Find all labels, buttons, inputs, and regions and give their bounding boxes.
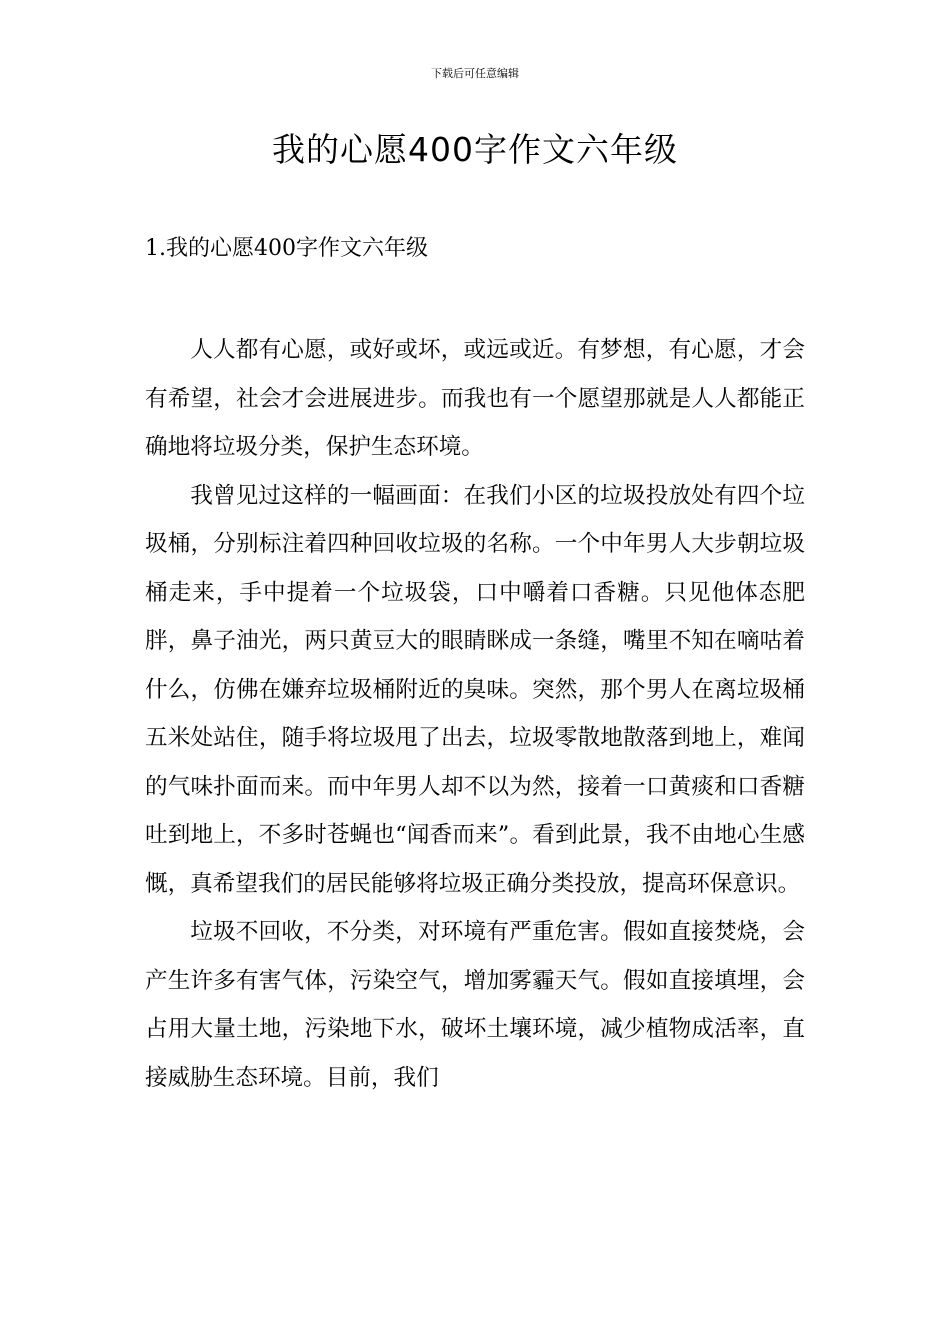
header-note: 下载后可任意编辑 bbox=[431, 67, 519, 80]
body-text bbox=[145, 326, 805, 1102]
document-title: 我的心愿400字作文六年级 bbox=[272, 130, 678, 169]
paragraph: 垃圾不回收，不分类，对环境有严重危害。假如直接焚烧，会产生许多有害气体，污染空气，增加雾霾天气。假如直接填埋，会占用大量土地，污染地下水，破坏土壤环境，减少植物成活率，直接威胁生态环境。目前，我们 bbox=[145, 919, 805, 1091]
paragraph: 人人都有心愿，或好或坏，或远或近。有梦想，有心愿，才会有希望，社会才会进展进步。而我也有一个愿望那就是人人都能正确地将垃圾分类，保护生态环境。 bbox=[145, 337, 805, 460]
section-heading: 1.我的心愿400字作文六年级 bbox=[145, 236, 428, 261]
paragraph: 我曾见过这样的一幅画面：在我们小区的垃圾投放处有四个垃圾桶，分别标注着四种回收垃圾的名称。一个中年男人大步朝垃圾桶走来，手中提着一个垃圾袋，口中嚼着口香糖。只见他体态肥胖，鼻子油光，两只黄豆大的眼睛眯成一条缝，嘴里不知在嘀咕着什么，仿佛在嫌弃垃圾桶附近的臭味。突然，那个男人在离垃圾桶五米处站住，随手将垃圾甩了出去，垃圾零散地散落到地上，难闻的气味扑面而来。而中年男人却不以为然，接着一口黄痰和口香糖吐到地上，不多时苍蝇也“闻香而来”。看到此景，我不由地心生感慨，真希望我们的居民能够将垃圾正确分类投放，提高环保意识。 bbox=[145, 482, 805, 897]
